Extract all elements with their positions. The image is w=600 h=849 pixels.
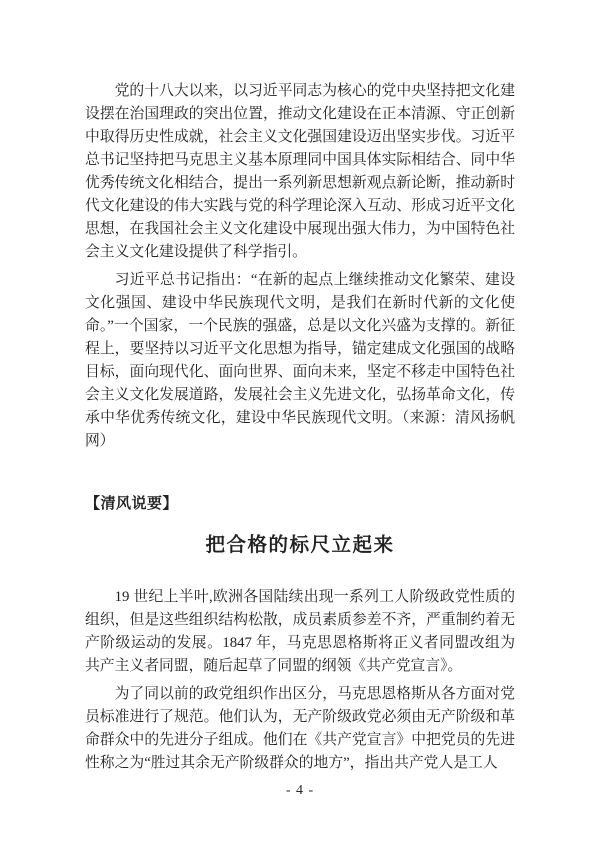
text-block <box>85 80 515 775</box>
paragraph-standard-history-1: 19 世纪上半叶,欧洲各国陆续出现一系列工人阶级政党性质的组织，但是这些组织结构松散，成员素质参差不齐，严重制约着无产阶级运动的发展。1847 年，马克思恩格斯将正义者同盟改组为共产主义者同盟，随后起草了同盟的纲领《共产党宣言》。 <box>85 589 515 674</box>
page-number: - 4 - <box>285 783 315 798</box>
paragraph-culture-building-1: 党的十八大以来，以习近平同志为核心的党中央坚持把文化建设摆在治国理政的突出位置，推动文化建设在正本清源、守正创新中取得历史性成就，社会主义文化强国建设迈出坚实步伐。习近平总书记坚持把马克思主义基本原理同中国具体实际相结合、同中华优秀传统文化相结合，提出一系列新思想新观点新论断，推动新时代文化建设的伟大实践与党的科学理论深入互动、形成习近平文化思想，在我国社会主义文化建设中展现出强大伟力，为中国特色社会主义文化建设提供了科学指引。 <box>85 83 515 260</box>
section-label-qingfeng-shuoyao: 【清风说要】 <box>85 496 179 512</box>
paragraph-standard-history-2: 为了同以前的政党组织作出区分，马克思恩格斯从各方面对党员标准进行了规范。他们认为，无产阶级政党必须由无产阶级和革命群众中的先进分子组成。他们在《共产党宣言》中把党员的先进性称之为“胜过其余无产阶级群众的地方”，指出共产党人是工人 <box>85 686 515 771</box>
article-title: 把合格的标尺立起来 <box>205 535 395 556</box>
paragraph-culture-building-2: 习近平总书记指出：“在新的起点上继续推动文化繁荣、建设文化强国、建设中华民族现代文明，是我们在新时代新的文化使命。”一个国家，一个民族的强盛，总是以文化兴盛为支撑的。新征程上，要坚持以习近平文化思想为指导，锚定建成文化强国的战略目标，面向现代化、面向世界、面向未来，坚定不移走中国特色社会主义文化发展道路，发展社会主义先进文化，弘扬革命文化，传承中华优秀传统文化，建设中华民族现代文明。（来源：清风扬帆网） <box>85 272 515 449</box>
